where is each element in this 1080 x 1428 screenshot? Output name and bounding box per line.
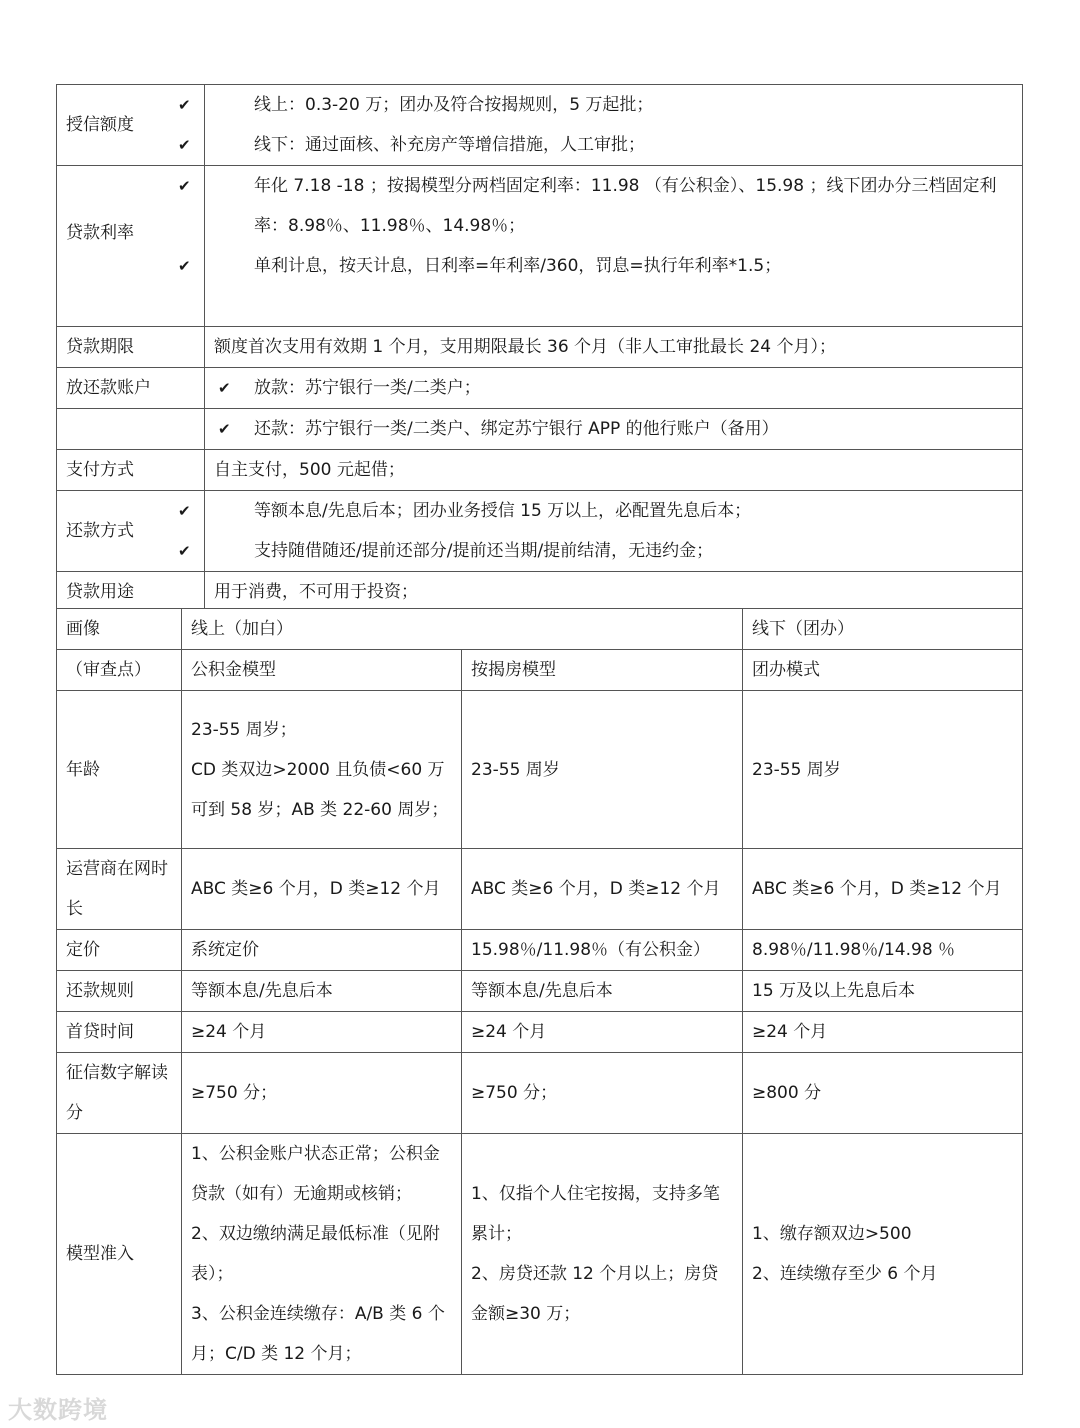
check-icon: ✔ xyxy=(218,420,231,438)
model-header: 按揭房模型 xyxy=(462,650,743,691)
repay-method-label: 还款方式 xyxy=(57,491,205,572)
profile-row-carrier xyxy=(57,849,1023,930)
profile-cell: ≥24 个月 xyxy=(182,1012,462,1053)
profile-cell: 等额本息/先息后本 xyxy=(462,971,743,1012)
payment-method-value: 自主支付，500 元起借； xyxy=(205,450,1023,491)
check-icon: ✔ xyxy=(178,257,191,275)
usage-value: 用于消费，不可用于投资； xyxy=(205,572,1023,613)
profile-cell: 8.98％/11.98％/14.98 ％ xyxy=(743,930,1023,971)
repay-method-item: 支持随借随还/提前还部分/提前还当期/提前结清，无违约金； xyxy=(254,541,714,561)
profile-cell: 15 万及以上先息后本 xyxy=(743,971,1023,1012)
profile-cell: 23-55 周岁 xyxy=(743,691,1023,849)
accounts-label: 放还款账户 xyxy=(57,368,205,409)
credit-limit-offline: 线下：通过面核、补充房产等增信措施，人工审批； xyxy=(254,135,645,155)
accounts-row xyxy=(57,368,1023,409)
loan-term-row xyxy=(57,327,1023,368)
profile-table xyxy=(56,608,1023,1375)
repay-method-value xyxy=(178,491,1023,572)
row-label: 运营商在网时长 xyxy=(57,849,182,930)
loan-term-label: 贷款期限 xyxy=(57,327,205,368)
payment-method-row xyxy=(57,450,1023,491)
profile-cell: 1、缴存额双边>500 2、连续缴存至少 6 个月 xyxy=(743,1134,1023,1375)
profile-cell: ≥24 个月 xyxy=(743,1012,1023,1053)
profile-cell: 1、仅指个人住宅按揭，支持多笔累计； 2、房贷还款 12 个月以上；房贷金额≥30 万； xyxy=(462,1134,743,1375)
repay-method-row xyxy=(57,491,1023,572)
profile-cell: ≥24 个月 xyxy=(462,1012,743,1053)
profile-row-first-loan xyxy=(57,1012,1023,1053)
profile-cell: ≥800 分 xyxy=(743,1053,1023,1134)
interest-rate-value xyxy=(178,166,1023,327)
loan-term-value: 额度首次支用有效期 1 个月，支用期限最长 36 个月（非人工审批最长 24 个月）； xyxy=(205,327,1023,368)
profile-cell: ≥750 分； xyxy=(182,1053,462,1134)
interest-rate-calc: 单利计息，按天计息，日利率=年利率/360，罚息=执行年利率*1.5； xyxy=(254,256,782,276)
row-label: 模型准入 xyxy=(57,1134,182,1375)
profile-model-row xyxy=(57,650,1023,691)
check-icon: ✔ xyxy=(178,502,191,520)
profile-row-repay-rule xyxy=(57,971,1023,1012)
profile-cell: 23-55 周岁 xyxy=(462,691,743,849)
interest-rate-row xyxy=(57,166,1023,327)
interest-rate-annual: 年化 7.18 -18 ；按揭模型分两档固定利率：11.98 （有公积金）、15.98 ；线下团办分三档固定利率：8.98％、11.98％、14.98％； xyxy=(254,176,997,236)
accounts-repay-row xyxy=(57,409,1023,450)
profile-cell: ≥750 分； xyxy=(462,1053,743,1134)
check-icon: ✔ xyxy=(178,136,191,154)
profile-label-subtitle: （审查点） xyxy=(57,650,182,691)
row-label: 首贷时间 xyxy=(57,1012,182,1053)
product-terms-table xyxy=(56,84,1023,613)
profile-row-pricing xyxy=(57,930,1023,971)
model-header: 公积金模型 xyxy=(182,650,462,691)
row-label: 还款规则 xyxy=(57,971,182,1012)
profile-cell: ABC 类≥6 个月，D 类≥12 个月 xyxy=(182,849,462,930)
check-icon: ✔ xyxy=(218,379,231,397)
row-label: 征信数字解读分 xyxy=(57,1053,182,1134)
credit-limit-online: 线上：0.3-20 万；团办及符合按揭规则，5 万起批； xyxy=(254,95,654,115)
watermark: 大数跨境 xyxy=(8,1396,108,1424)
profile-cell: 23-55 周岁； CD 类双边>2000 且负债<60 万可到 58 岁；AB 类 22-60 周岁； xyxy=(182,691,462,849)
interest-rate-label: 贷款利率 xyxy=(57,166,205,327)
profile-row-admission xyxy=(57,1134,1023,1375)
profile-cell: ABC 类≥6 个月，D 类≥12 个月 xyxy=(743,849,1023,930)
accounts-repay: 还款：苏宁银行一类/二类户、绑定苏宁银行 APP 的他行账户（备用） xyxy=(254,419,779,439)
credit-limit-label: 授信额度 xyxy=(57,85,205,166)
row-label: 定价 xyxy=(57,930,182,971)
check-icon: ✔ xyxy=(178,96,191,114)
profile-cell: 等额本息/先息后本 xyxy=(182,971,462,1012)
row-label: 年龄 xyxy=(57,691,182,849)
credit-limit-value xyxy=(178,85,1023,166)
check-icon: ✔ xyxy=(178,542,191,560)
payment-method-label: 支付方式 xyxy=(57,450,205,491)
model-header: 团办模式 xyxy=(743,650,1023,691)
online-header: 线上（加白） xyxy=(182,609,743,650)
profile-row-credit-score xyxy=(57,1053,1023,1134)
profile-row-age xyxy=(57,691,1023,849)
repay-method-item: 等额本息/先息后本；团办业务授信 15 万以上，必配置先息后本； xyxy=(254,501,752,521)
check-icon: ✔ xyxy=(178,177,191,195)
usage-row xyxy=(57,572,1023,613)
profile-cell: 系统定价 xyxy=(182,930,462,971)
profile-label-title: 画像 xyxy=(57,609,182,650)
profile-cell: ABC 类≥6 个月，D 类≥12 个月 xyxy=(462,849,743,930)
accounts-disburse: 放款：苏宁银行一类/二类户； xyxy=(254,378,481,398)
credit-limit-row xyxy=(57,85,1023,166)
usage-label: 贷款用途 xyxy=(57,572,205,613)
offline-header: 线下（团办） xyxy=(743,609,1023,650)
profile-cell: 15.98％/11.98％（有公积金） xyxy=(462,930,743,971)
profile-cell: 1、公积金账户状态正常；公积金贷款（如有）无逾期或核销； 2、双边缴纳满足最低标准（见附表）； 3、公积金连续缴存：A/B 类 6 个月；C/D 类 12 个月； xyxy=(182,1134,462,1375)
profile-header-row xyxy=(57,609,1023,650)
